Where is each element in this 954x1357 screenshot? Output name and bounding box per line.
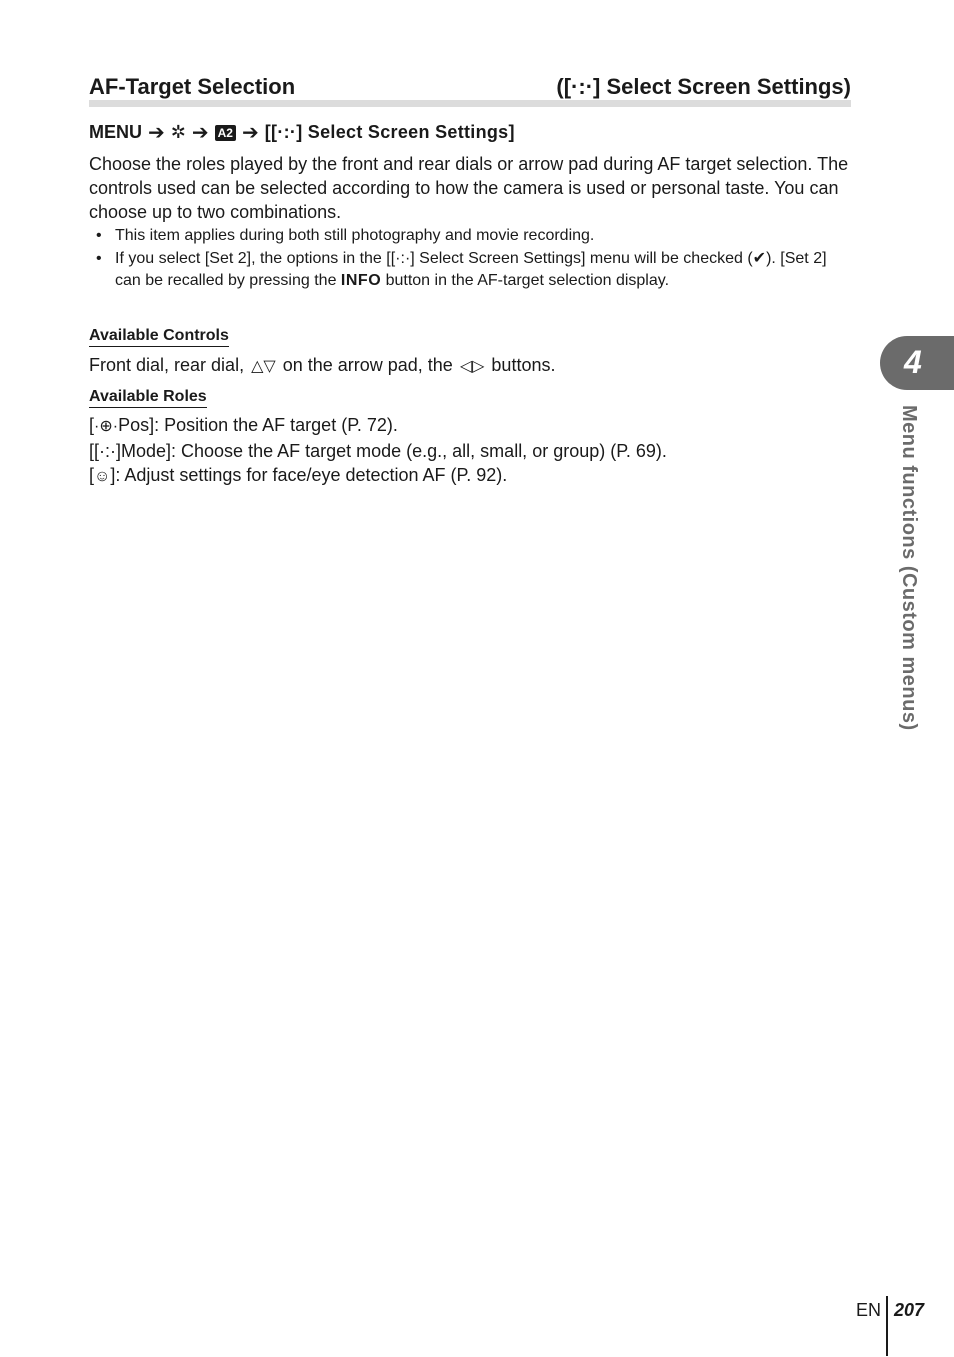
left-right-arrow-icon: ◁▷: [459, 358, 485, 375]
role-text: ]: Adjust settings for face/eye detection AF (P. 92).: [110, 465, 508, 485]
role-text: [[·:·]Mode]: Choose the AF target mode (e.g., all, small, or group) (P. 69).: [89, 441, 667, 461]
chapter-side-label: Menu functions (Custom menus): [898, 405, 920, 731]
controls-text-part: on the arrow pad, the: [277, 355, 458, 375]
available-roles-heading: Available Roles: [89, 388, 207, 408]
info-button-label: INFO: [340, 272, 382, 289]
arrow-right-icon: ➔: [241, 122, 259, 144]
gear-icon: ✲: [170, 122, 186, 142]
a2-tab-icon: A2: [215, 125, 236, 141]
note-text: If you select [Set 2], the options in the [[·:·] Select Screen Settings] menu will be checked (: [115, 250, 753, 267]
role-item-mode: [89, 439, 667, 463]
menu-path: [89, 120, 515, 145]
chapter-tab: [880, 336, 954, 390]
list-item: [89, 248, 849, 292]
arrow-right-icon: ➔: [148, 122, 165, 144]
face-detection-icon: ☺: [94, 468, 111, 485]
footer-divider: [886, 1296, 888, 1356]
role-text: Pos]: Position the AF target (P. 72).: [118, 415, 398, 435]
role-item-face: [89, 463, 667, 489]
menu-item-label: [[·:·] Select Screen Settings]: [264, 122, 515, 142]
arrow-right-icon: ➔: [191, 122, 209, 144]
section-title: AF-Target Selection: [89, 74, 296, 99]
available-controls-text: [89, 353, 555, 379]
role-bracket: [: [89, 465, 95, 485]
role-bracket: [: [89, 415, 95, 435]
language-label: EN: [856, 1300, 882, 1320]
controls-text-part: buttons.: [486, 355, 556, 375]
check-icon: ✔: [752, 250, 767, 267]
up-down-arrow-icon: △▽: [251, 358, 276, 375]
note-text: This item applies during both still photography and movie recording.: [115, 227, 595, 244]
intro-paragraph: Choose the roles played by the front and rear dials or arrow pad during AF target selection. The controls used can be selected according to how the camera is used or personal taste. You can choose up to two combinations.: [89, 154, 849, 222]
controls-text-part: Front dial, rear dial,: [89, 355, 250, 375]
note-text: button in the AF-target selection display.: [381, 272, 670, 289]
af-target-position-icon: ·⊕·: [94, 418, 119, 435]
chapter-number: 4: [904, 344, 922, 380]
roles-list: [89, 413, 667, 489]
note-text: ). [Set 2] can be recalled by pressing the: [115, 250, 827, 289]
page-header: [89, 72, 851, 107]
notes-list: [89, 225, 849, 293]
menu-label: MENU: [89, 122, 142, 142]
role-item-pos: [89, 413, 667, 439]
list-item: [89, 225, 849, 247]
section-subtitle: ([·:·] Select Screen Settings): [556, 74, 851, 99]
page-number: 207: [894, 1300, 925, 1320]
available-controls-heading: Available Controls: [89, 327, 229, 347]
